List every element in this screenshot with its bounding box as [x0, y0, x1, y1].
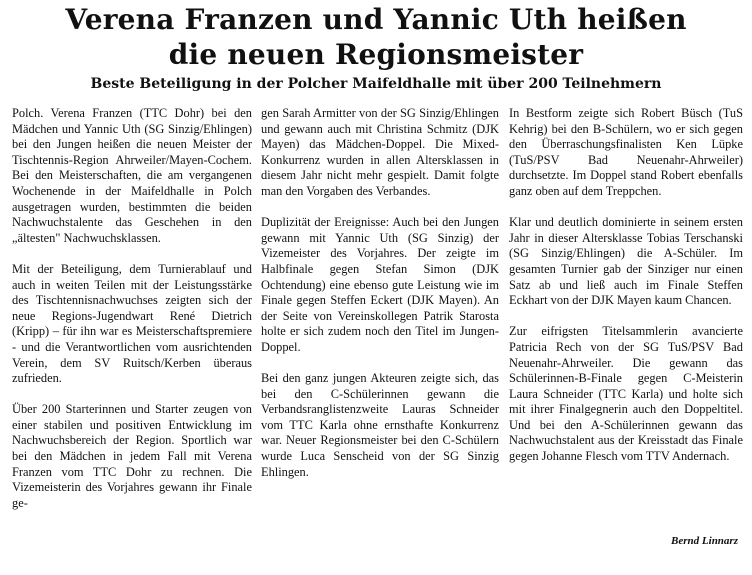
- paragraph: In Bestform zeigte sich Robert Büsch (TuS Kehrig) bei den B-Schülern, wo er sich gegen den Überraschungsfinalisten Ken Lüpke (TuS/PSV Bad Neuenahr-Ahrweiler) durchsetzte. Im Doppel stand Robert ebenfalls ganz oben auf dem Treppchen.: [509, 106, 743, 198]
- headline-line-2: die neuen Regionsmeister: [168, 38, 584, 71]
- paragraph: Über 200 Starterinnen und Starter zeugen von einer stabilen und positiven Entwicklung im Nachwuchsbereich der Region. Sportlich war bei den Mädchen in jedem Fall mit Verena Franzen vom TTC Dohr zu rechnen. Die Vizemeisterin des Vorjahres gewann ihr Finale ge-: [12, 402, 252, 510]
- paragraph: Bei den ganz jungen Akteuren zeigte sich, das bei den C-Schülerinnen gewann die Verbandsranglistenzweite Lauras Schneider vom TTC Karla ohne ernsthafte Konkurrenz war. Neuer Regionsmeister bei den C-Schülern wurde Luca Senscheid von der SG Sinzig Ehlingen.: [261, 371, 499, 479]
- paragraph: Polch. Verena Franzen (TTC Dohr) bei den Mädchen und Yannic Uth (SG Sinzig/Ehlingen) bei den Jungen heißen die neuen Meister der Tischtennis-Region Ahrweiler/Mayen-Cochem. Bei den Meisterschaften, die am vergangenen Wochenende in der Maifeldhalle in Polch ausgetragen wurden, bestimmten die beiden Nachwuchstalente das Geschehen in den „ältesten" Nachwuchsklassen.: [12, 106, 252, 245]
- article-headline: [0, 2, 752, 72]
- paragraph: Zur eifrigsten Titelsammlerin avancierte Patricia Rech von der SG TuS/PSV Bad Neuenahr-Ahrweiler. Die gewann das Schülerinnen-B-Finale gegen C-Meisterin Laura Schneider (TTC Karla) und holte sich mit ihrer Finalgegnerin auch den Doppeltitel. Und bei den A-Schülerinnen gewann das Nachwuchstalent aus der Kreisstadt das Finale gegen Johanne Flesch vom TTV Andernach.: [509, 324, 743, 464]
- author-byline: Bernd Linnarz: [671, 535, 738, 547]
- article-subheadline: Beste Beteiligung in der Polcher Maifeldhalle mit über 200 Teilnehmern: [90, 76, 662, 92]
- paragraph: Klar und deutlich dominierte in seinem ersten Jahr in dieser Altersklasse Tobias Terschanski (SG Sinzig/Ehlingen) die A-Schüler. Im gesamten Turnier gab der Sinziger nur einen Satz ab und ließ auch im Finale Steffen Eckhart von der DJK Mayen kaum Chancen.: [509, 215, 743, 308]
- paragraph: gen Sarah Armitter von der SG Sinzig/Ehlingen und gewann auch mit Christina Schmitz (DJK Mayen) das Mädchen-Doppel. Die Mixed-Konkurrenz wurden in allen Altersklassen in diesem Jahr nicht mehr gespielt. Damit folgte man den Vorgaben des Verbandes.: [261, 106, 499, 198]
- text-column-2: [261, 106, 499, 480]
- headline-line-1: Verena Franzen und Yannic Uth heißen: [65, 3, 687, 36]
- text-column-3: [509, 106, 743, 465]
- paragraph: Duplizität der Ereignisse: Auch bei den Jungen gewann mit Yannic Uth (SG Sinzig) der Vizemeister des Vorjahres. Der zeigte im Halbfinale gegen Stefan Simon (DJK Ochtendung) eine ebenso gute Leistung wie im Finale gegen Steffen Eckert (DJK Mayen). An der Seite von Vereinskollegen Patrik Starosta holte er sich zudem noch den Titel im Jungen-Doppel.: [261, 215, 499, 354]
- text-column-1: [12, 106, 252, 511]
- paragraph: Mit der Beteiligung, dem Turnierablauf und auch in weiten Teilen mit der Leistungsstärke des Tischtennisnachwuchses zeigten sich der neue Regions-Jugendwart René Dietrich (Kripp) – für ihn war es Meisterschaftspremiere - und die Verantwortlichen vom ausrichtenden Verein, dem SV Ruitsch/Kerben überaus zufrieden.: [12, 261, 252, 386]
